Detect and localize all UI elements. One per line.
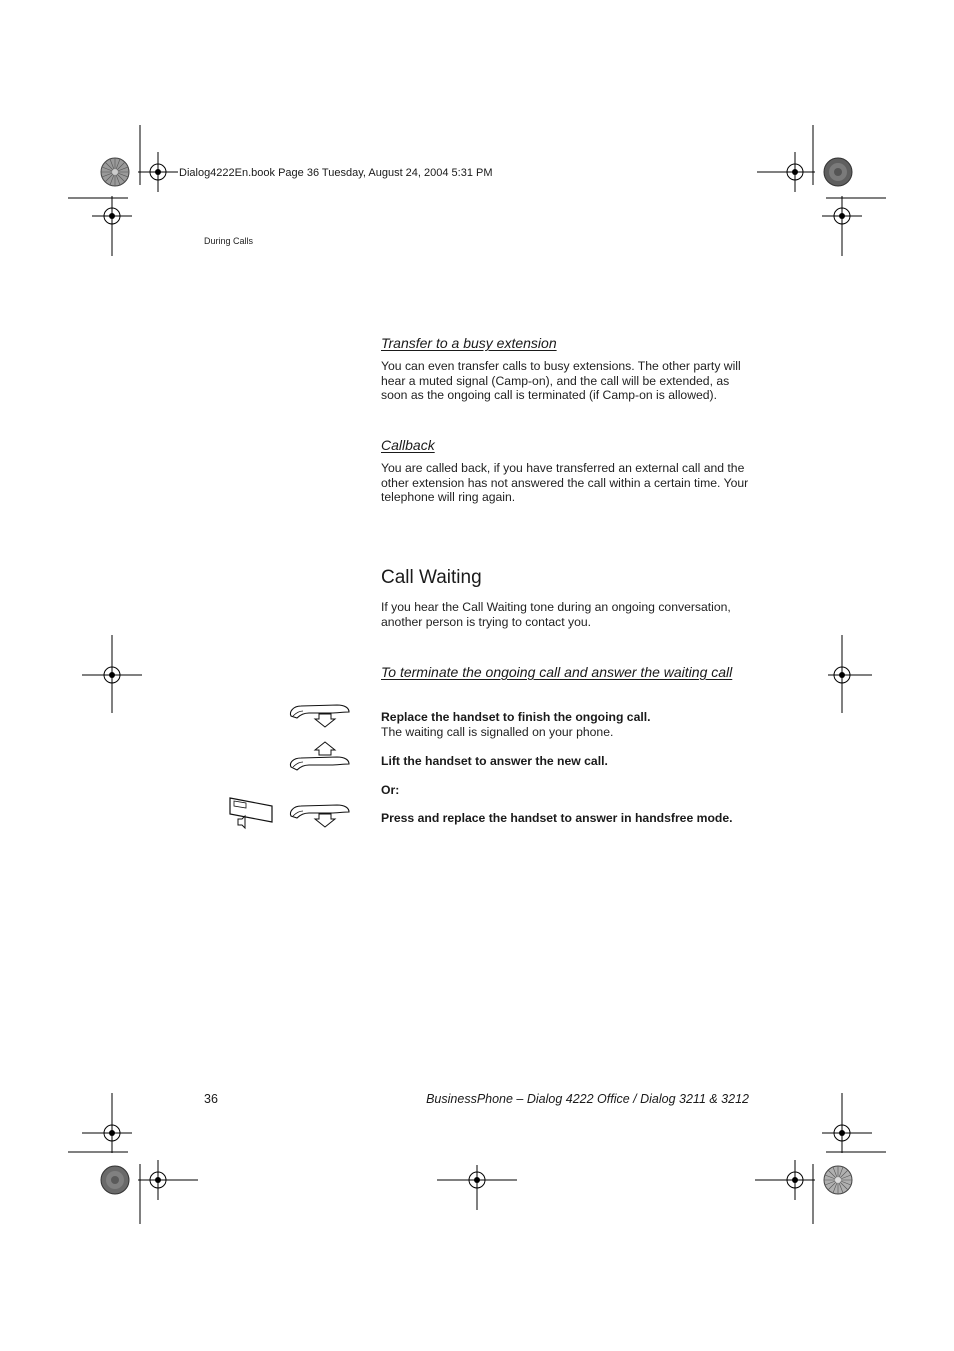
handset-replace-icon bbox=[287, 802, 353, 830]
loudspeaker-key-icon[interactable] bbox=[226, 792, 278, 832]
print-header: Dialog4222En.book Page 36 Tuesday, August 24, 2004 5:31 PM bbox=[179, 167, 493, 179]
call-waiting-heading: Call Waiting bbox=[381, 567, 482, 588]
registration-mark-icon bbox=[757, 152, 815, 192]
transfer-busy-body: You can even transfer calls to busy extensions. The other party will hear a muted signal (Camp-on), and the call will be extended, as soon as the ongoing call is terminated (if Camp-on is allowed). bbox=[381, 359, 741, 403]
terminate-heading: To terminate the ongoing call and answer the waiting call bbox=[381, 664, 733, 680]
registration-mark-icon bbox=[755, 1160, 815, 1200]
footer-title: BusinessPhone – Dialog 4222 Office / Dialog 3211 & 3212 bbox=[426, 1092, 749, 1106]
step-lift-handset: Lift the handset to answer the new call. bbox=[381, 754, 608, 768]
or-label: Or: bbox=[381, 783, 400, 797]
registration-mark-icon bbox=[82, 1093, 132, 1153]
registration-mark-icon bbox=[92, 196, 132, 256]
color-wheel-icon bbox=[824, 1166, 852, 1194]
step-replace-note: The waiting call is signalled on your phone. bbox=[381, 725, 614, 739]
section-label: During Calls bbox=[204, 236, 254, 246]
registration-mark-icon bbox=[138, 152, 178, 192]
callback-body: You are called back, if you have transferred an external call and the other extension has not answered the call within a certain time. Your telephone will ring again. bbox=[381, 461, 749, 505]
registration-mark-icon bbox=[822, 1093, 872, 1153]
color-wheel-icon bbox=[824, 158, 852, 186]
registration-mark-icon bbox=[828, 635, 872, 713]
registration-mark-icon bbox=[437, 1165, 517, 1210]
step-replace-handset: Replace the handset to finish the ongoing call. bbox=[381, 710, 651, 724]
registration-mark-icon bbox=[822, 196, 862, 256]
registration-mark-icon bbox=[138, 1160, 198, 1200]
call-waiting-body: If you hear the Call Waiting tone during an ongoing conversation, another person is trying to contact you. bbox=[381, 600, 731, 629]
step-handsfree: Press and replace the handset to answer in handsfree mode. bbox=[381, 811, 733, 825]
color-wheel-icon bbox=[101, 158, 129, 186]
callback-heading: Callback bbox=[381, 437, 435, 453]
handset-replace-icon bbox=[287, 702, 353, 730]
handset-lift-icon bbox=[287, 740, 353, 772]
color-wheel-icon bbox=[101, 1166, 129, 1194]
registration-mark-icon bbox=[82, 635, 142, 713]
transfer-busy-heading: Transfer to a busy extension bbox=[381, 335, 557, 351]
page-number: 36 bbox=[204, 1092, 218, 1106]
